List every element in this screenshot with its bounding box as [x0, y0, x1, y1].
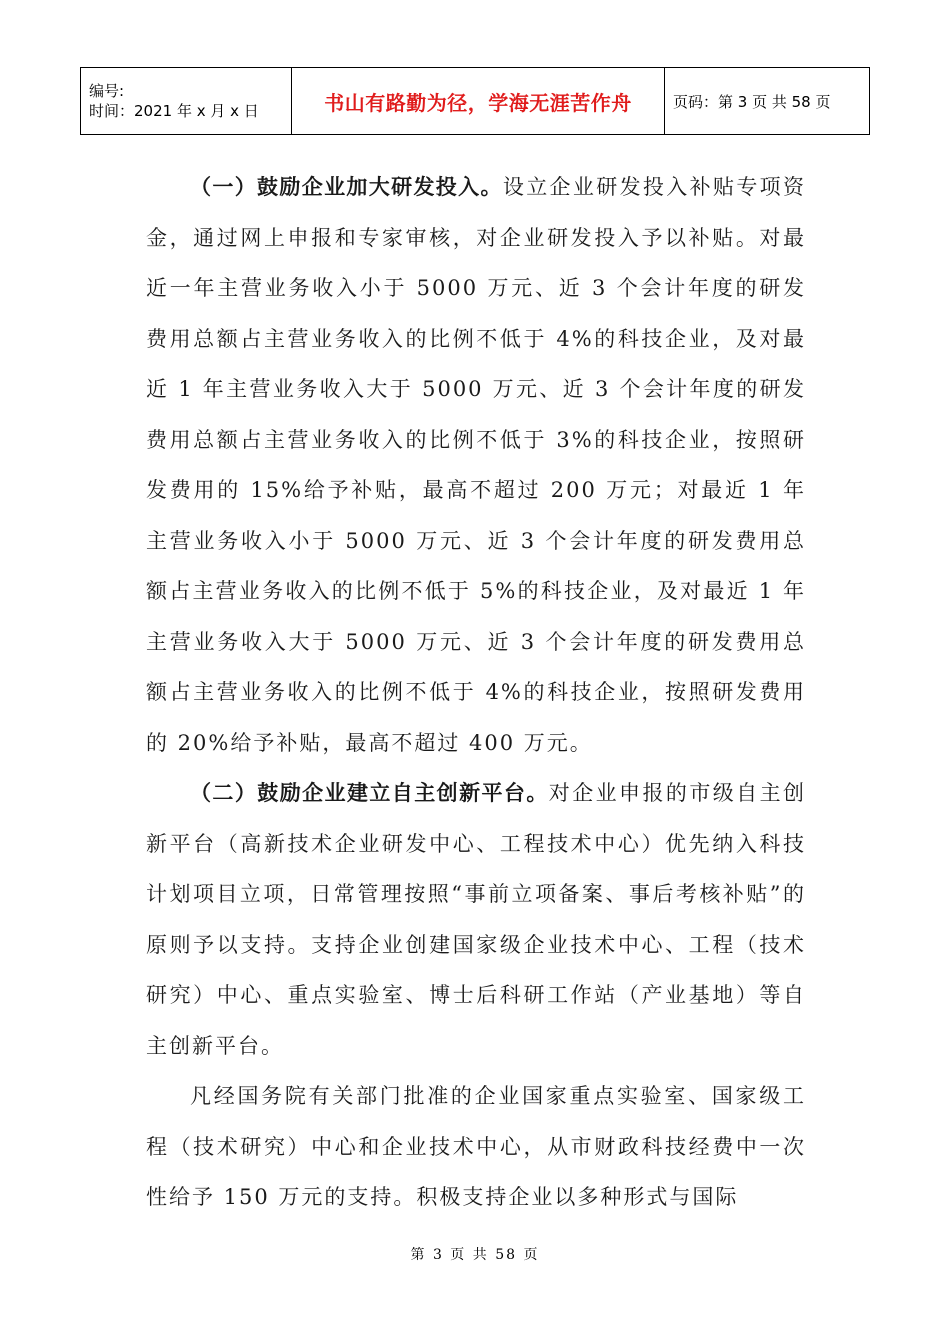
header-motto: 书山有路勤为径，学海无涯苦作舟 [292, 68, 665, 135]
paragraph-innovation-platform [146, 768, 806, 1071]
paragraph-national-support [146, 1071, 806, 1223]
document-header [80, 67, 870, 135]
paragraph-text: 对企业申报的市级自主创新平台（高新技术企业研发中心、工程技术中心）优先纳入科技计划项目立项，日常管理按照“事前立项备案、事后考核补贴”的原则予以支持。支持企业创建国家级企业技术中心、工程（技术研究）中心、重点实验室、博士后科研工作站（产业基地）等自主创新平台。 [146, 781, 807, 1058]
document-body [146, 162, 806, 1223]
header-meta-cell [81, 68, 292, 135]
document-time-label: 时间：2021 年 x 月 x 日 [89, 102, 259, 120]
document-number-label: 编号: [89, 82, 125, 100]
page-footer: 第 3 页 共 58 页 [410, 1247, 540, 1263]
paragraph-rd-investment [146, 162, 806, 768]
paragraph-heading: （二）鼓励企业建立自主创新平台。 [190, 781, 549, 805]
paragraph-text: 设立企业研发投入补贴专项资金，通过网上申报和专家审核，对企业研发投入予以补贴。对最近一年主营业务收入小于 5000 万元、近 3 个会计年度的研发费用总额占主营业务收入的比例不低于 4%的科技企业，及对最近 1 年主营业务收入大于 5000 万元、近 3 个会计年度的研发费用总额占主营业务收入的比例不低于 3%的科技企业，按照研发费用的 15%给予补贴，最高不超过 200 万元；对最近 1 年主营业务收入小于 5000 万元、近 3 个会计年度的研发费用总额占主营业务收入的比例不低于 5%的科技企业，及对最近 1 年主营业务收入大于 5000 万元、近 3 个会计年度的研发费用总额占主营业务收入的比例不低于 4%的科技企业，按照研发费用的 20%给予补贴，最高不超过 400 万元。 [146, 175, 807, 755]
paragraph-heading: （一）鼓励企业加大研发投入。 [190, 175, 503, 199]
header-page-code: 页码：第 3 页 共 58 页 [665, 68, 870, 135]
paragraph-text: 凡经国务院有关部门批准的企业国家重点实验室、国家级工程（技术研究）中心和企业技术中心，从市财政科技经费中一次性给予 150 万元的支持。积极支持企业以多种形式与国际 [146, 1084, 806, 1209]
